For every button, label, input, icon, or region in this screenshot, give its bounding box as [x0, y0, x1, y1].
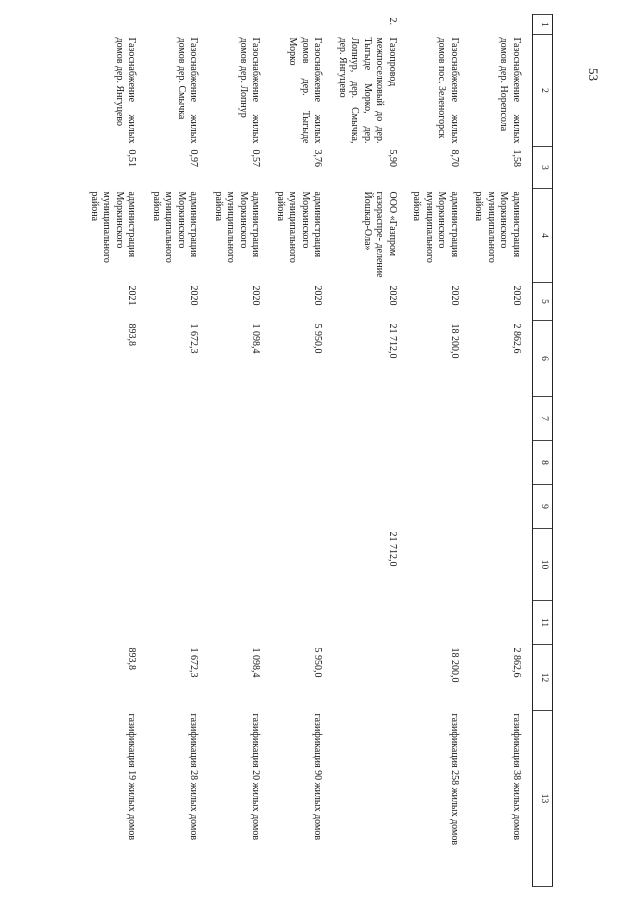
col10-amount: [204, 529, 266, 601]
col10-amount: [266, 529, 328, 601]
total-amount: 1 672,3: [188, 323, 200, 354]
length-value: 0,51: [126, 149, 138, 167]
col10-amount: [80, 529, 142, 601]
column-header-12: 12: [533, 645, 553, 711]
year-value: 2020: [188, 285, 200, 306]
responsible-party: администрация Моркинского муниципального района: [89, 191, 138, 263]
col10-amount: [142, 529, 204, 601]
year-value: 2020: [387, 285, 398, 306]
year-value: 2020: [312, 285, 324, 306]
column-header-7: 7: [533, 397, 553, 441]
empty-cell: [266, 601, 328, 645]
responsible-party: администрация Моркинского муниципального района: [213, 191, 262, 263]
col12-amount: 1 098,4: [250, 647, 262, 678]
empty-cell: [266, 485, 328, 529]
row-number: [464, 15, 526, 35]
table-row: [204, 15, 266, 887]
result-description: газификация 258 жилых домов: [449, 713, 460, 846]
result-description: [328, 711, 403, 887]
empty-cell: [266, 441, 328, 485]
length-value: 5,90: [387, 149, 398, 167]
year-value: 2021: [126, 285, 138, 306]
total-amount: 2 862,6: [511, 323, 522, 354]
column-header-11: 11: [533, 601, 553, 645]
col10-amount: [464, 529, 526, 601]
column-header-1: 1: [533, 15, 553, 35]
empty-cell: [142, 397, 204, 441]
row-number: [204, 15, 266, 35]
empty-cell: [266, 397, 328, 441]
empty-cell: [142, 441, 204, 485]
column-header-2: 2: [533, 35, 553, 147]
empty-cell: [464, 441, 526, 485]
row-number: 2.: [387, 17, 398, 25]
table-row: [464, 15, 526, 887]
empty-cell: [328, 485, 403, 529]
table-body: [80, 15, 533, 887]
table-row: [142, 15, 204, 887]
empty-cell: [204, 485, 266, 529]
col12-amount: 1 672,3: [188, 647, 200, 678]
column-header-5: 5: [533, 283, 553, 321]
row-number: [266, 15, 328, 35]
empty-cell: [464, 397, 526, 441]
table-row: [328, 15, 403, 887]
responsible-party: администрация Моркинского муниципального района: [473, 191, 522, 263]
table-row: [80, 15, 142, 887]
year-value: 2020: [250, 285, 262, 306]
empty-cell: [328, 601, 403, 645]
column-header-8: 8: [533, 441, 553, 485]
length-value: 8,70: [449, 149, 460, 167]
table-row: [266, 15, 328, 887]
responsible-party: ООО «Газпром газораспре- деление Йошкар-Ола»: [362, 191, 398, 278]
result-description: газификация 19 жилых домов: [126, 713, 138, 841]
empty-cell: [204, 601, 266, 645]
result-description: газификация 28 жилых домов: [188, 713, 200, 841]
col12-amount: 18 200,0: [449, 647, 460, 683]
total-amount: 21 712,0: [387, 323, 398, 359]
header-row: [533, 15, 553, 887]
year-value: 2020: [449, 285, 460, 306]
empty-cell: [80, 601, 142, 645]
column-header-4: 4: [533, 189, 553, 283]
col12-amount: [328, 645, 403, 711]
empty-cell: [80, 397, 142, 441]
total-amount: 893,8: [126, 323, 138, 346]
object-name: Газоснабжение жилых домов дер. Норепсола: [498, 37, 522, 144]
col12-amount: 893,8: [126, 647, 138, 670]
empty-cell: [328, 441, 403, 485]
column-header-9: 9: [533, 485, 553, 529]
empty-cell: [328, 397, 403, 441]
data-table-wrapper: [80, 14, 554, 886]
object-name: Газоснабжение жилых домов дер. Тыгыде Морко: [287, 37, 324, 144]
empty-cell: [402, 441, 464, 485]
object-name: Газоснабжение жилых домов пос. Зеленогорск: [436, 37, 460, 144]
data-table: [80, 14, 554, 887]
col12-amount: 5 950,0: [312, 647, 324, 678]
object-name: Газопровод межпоселковый до дер. Тыгыде Морко, дер. Лопнур, дер. Смычка, дер. Янгуцево: [337, 37, 398, 144]
empty-cell: [142, 485, 204, 529]
column-header-6: 6: [533, 321, 553, 397]
col10-amount: [402, 529, 464, 601]
year-value: 2020: [511, 285, 522, 306]
result-description: газификация 90 жилых домов: [312, 713, 324, 841]
empty-cell: [464, 601, 526, 645]
empty-cell: [402, 601, 464, 645]
length-value: 0,97: [188, 149, 200, 167]
result-description: газификация 20 жилых домов: [250, 713, 262, 841]
row-number: [402, 15, 464, 35]
empty-cell: [204, 397, 266, 441]
responsible-party: администрация Моркинского муниципального района: [151, 191, 200, 263]
total-amount: 5 950,0: [312, 323, 324, 354]
column-header-13: 13: [533, 711, 553, 887]
result-description: газификация 38 жилых домов: [511, 713, 522, 841]
row-number: [80, 15, 142, 35]
col10-amount: 21 712,0: [387, 531, 398, 567]
row-number: [142, 15, 204, 35]
empty-cell: [142, 601, 204, 645]
object-name: Газоснабжение жилых домов дер. Смычка: [176, 37, 200, 144]
page-number: 53: [586, 68, 601, 81]
responsible-party: администрация Моркинского муниципального района: [411, 191, 460, 263]
total-amount: 1 098,4: [250, 323, 262, 354]
empty-cell: [80, 441, 142, 485]
object-name: Газоснабжение жилых домов дер. Лопнур: [238, 37, 262, 144]
column-header-3: 3: [533, 147, 553, 189]
empty-cell: [204, 441, 266, 485]
length-value: 1,58: [511, 149, 522, 167]
column-header-10: 10: [533, 529, 553, 601]
length-value: 0,57: [250, 149, 262, 167]
table-row: [402, 15, 464, 887]
empty-cell: [464, 485, 526, 529]
empty-cell: [80, 485, 142, 529]
empty-cell: [402, 397, 464, 441]
responsible-party: администрация Моркинского муниципального района: [275, 191, 324, 263]
object-name: Газоснабжение жилых домов дер. Янгуцево: [114, 37, 138, 144]
col12-amount: 2 862,6: [511, 647, 522, 678]
empty-cell: [402, 485, 464, 529]
total-amount: 18 200,0: [449, 323, 460, 359]
length-value: 3,76: [312, 149, 324, 167]
